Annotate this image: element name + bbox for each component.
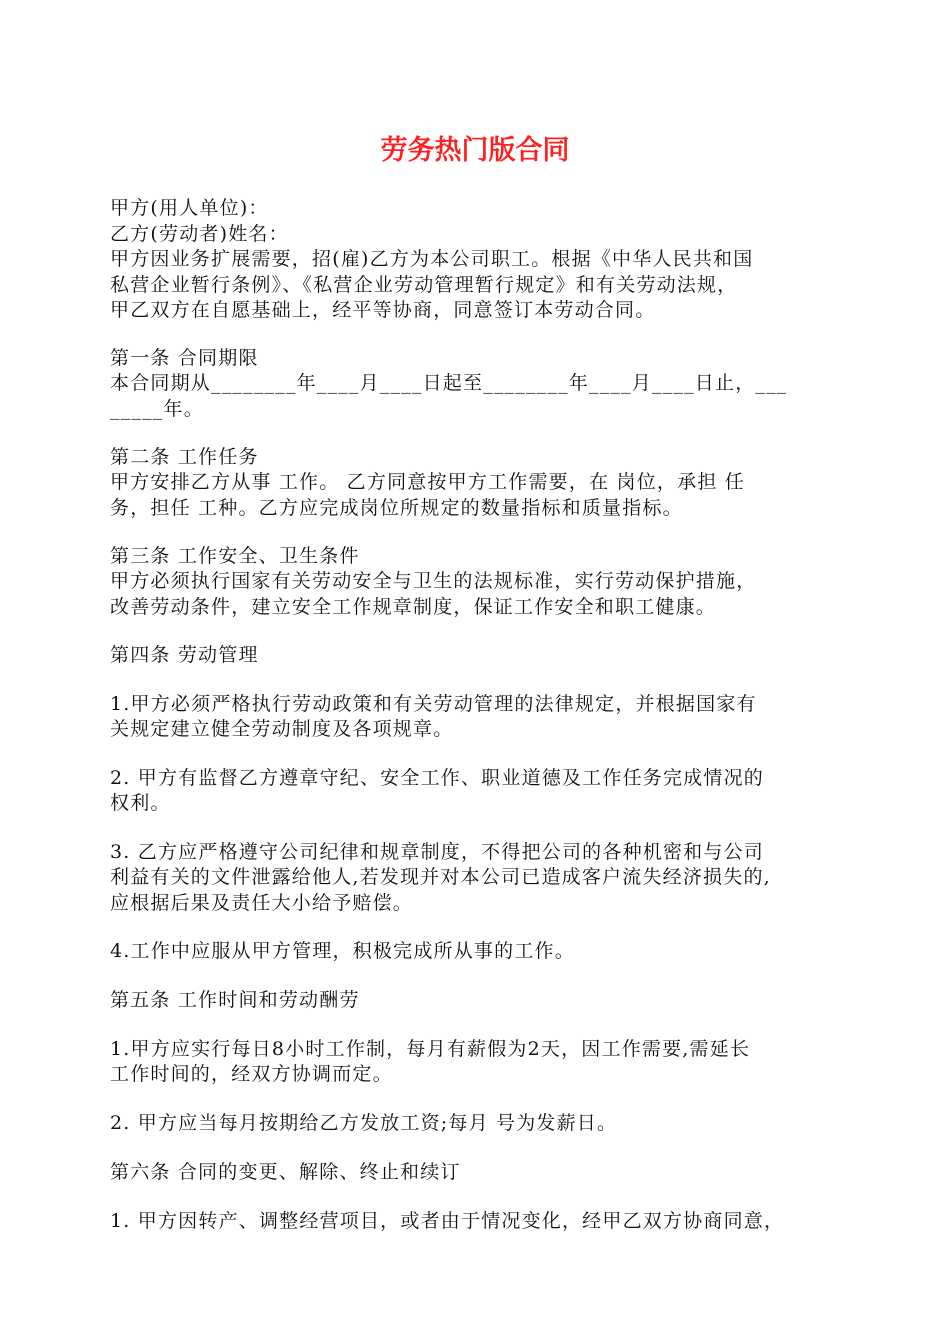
article-4-item-3: 3. 乙方应严格遵守公司纪律和规章制度，不得把公司的各种机密和与公司 bbox=[110, 841, 764, 863]
article-4-item-2: 权利。 bbox=[110, 792, 171, 814]
article-4-item-1: 关规定建立健全劳动制度及各项规章。 bbox=[110, 718, 454, 740]
article-1-heading: 第一条 合同期限 bbox=[110, 347, 259, 369]
document-title: 劳务热门版合同 bbox=[380, 135, 570, 166]
party-b-line: 乙方(劳动者)姓名： bbox=[110, 223, 289, 245]
party-a-line: 甲方(用人单位)： bbox=[110, 197, 269, 219]
article-5-item-1: 工作时间的，经双方协调而定。 bbox=[110, 1063, 393, 1085]
article-5-item-2: 2. 甲方应当每月按期给乙方发放工资;每月 号为发薪日。 bbox=[110, 1112, 618, 1134]
article-1-text: 本合同期从________年____月____日起至________年____月____日止，___ bbox=[110, 372, 788, 394]
article-2-text: 甲方安排乙方从事 工作。 乙方同意按甲方工作需要，在 岗位，承担 任 bbox=[110, 471, 745, 493]
article-4-item-4: 4.工作中应服从甲方管理，积极完成所从事的工作。 bbox=[110, 940, 575, 962]
article-6-heading: 第六条 合同的变更、解除、终止和续订 bbox=[110, 1161, 461, 1183]
article-4-item-3: 利益有关的文件泄露给他人,若发现并对本公司已造成客户流失经济损失的, bbox=[110, 866, 771, 888]
article-2-heading: 第二条 工作任务 bbox=[110, 446, 259, 468]
article-4-heading: 第四条 劳动管理 bbox=[110, 644, 259, 666]
article-4-item-2: 2. 甲方有监督乙方遵章守纪、安全工作、职业道德及工作任务完成情况的 bbox=[110, 767, 764, 789]
article-3-heading: 第三条 工作安全、卫生条件 bbox=[110, 545, 360, 567]
article-4-item-1: 1.甲方必须严格执行劳动政策和有关劳动管理的法律规定，并根据国家有 bbox=[110, 693, 757, 715]
preamble-line: 私营企业暂行条例》、《私营企业劳动管理暂行规定》和有关劳动法规， bbox=[110, 274, 738, 296]
article-2-text: 务，担任 工种。乙方应完成岗位所规定的数量指标和质量指标。 bbox=[110, 497, 683, 519]
article-4-item-3: 应根据后果及责任大小给予赔偿。 bbox=[110, 892, 414, 914]
article-5-item-1: 1.甲方应实行每日8小时工作制，每月有薪假为2天，因工作需要,需延长 bbox=[110, 1038, 751, 1060]
preamble-line: 甲方因业务扩展需要，招(雇)乙方为本公司职工。根据《中华人民共和国 bbox=[110, 248, 754, 270]
article-5-heading: 第五条 工作时间和劳动酬劳 bbox=[110, 989, 360, 1011]
article-3-text: 甲方必须执行国家有关劳动安全与卫生的法规标准，实行劳动保护措施， bbox=[110, 570, 757, 592]
preamble-line: 甲乙双方在自愿基础上，经平等协商，同意签订本劳动合同。 bbox=[110, 299, 656, 321]
article-3-text: 改善劳动条件，建立安全工作规章制度，保证工作安全和职工健康。 bbox=[110, 596, 717, 618]
article-1-text: _____年。 bbox=[110, 398, 204, 420]
article-6-item-1: 1. 甲方因转产、调整经营项目，或者由于情况变化，经甲乙双方协商同意， bbox=[110, 1210, 785, 1232]
